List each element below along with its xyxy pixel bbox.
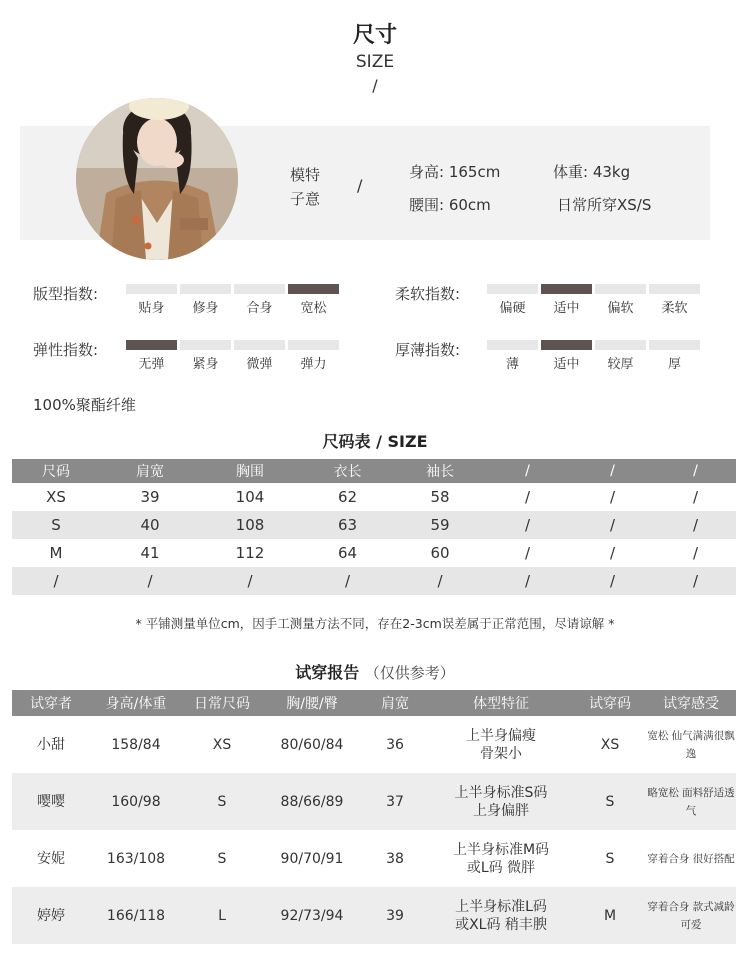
size-col-header: 胸围: [200, 459, 300, 483]
try-cell-name: 婷婷: [12, 887, 90, 944]
try-cell-feel: 穿着合身 款式减龄可爱: [646, 887, 736, 944]
try-cell-name: 嘤嘤: [12, 773, 90, 830]
softness-index-option: [487, 284, 538, 316]
size-table-cell: /: [100, 567, 200, 595]
size-table-cell: 108: [200, 511, 300, 539]
size-table-cell: /: [12, 567, 100, 595]
size-table-cell: /: [524, 488, 531, 506]
size-table-cell: /: [200, 567, 300, 595]
try-cell-figure-1: 上半身标准S码: [454, 784, 548, 801]
try-col-header: 胸/腰/臀: [262, 690, 362, 716]
try-col-header: 肩宽: [362, 690, 428, 716]
softness-index-option-label: 适中: [553, 301, 580, 316]
elasticity-index-bar: [126, 340, 177, 350]
size-table-cell: /: [609, 544, 616, 562]
size-table-row: [12, 511, 736, 539]
elasticity-index-option-label: 紧身: [192, 357, 219, 372]
elasticity-index-option: [180, 340, 231, 372]
try-table-row: [12, 716, 736, 773]
softness-index-option-label: 偏硬: [499, 301, 526, 316]
try-cell-daily: S: [217, 850, 227, 867]
try-cell-hw: 160/98: [90, 773, 182, 830]
try-cell-feel: 穿着合身 很好搭配: [647, 852, 735, 865]
size-col-header: /: [570, 459, 655, 483]
softness-index-option-label: 柔软: [661, 301, 688, 316]
model-name: [290, 163, 320, 211]
try-cell-hw: 163/108: [106, 850, 166, 867]
fit-index-label: 版型指数:: [33, 285, 99, 303]
elasticity-index-scale: [126, 340, 339, 372]
size-table-cell: S: [12, 511, 100, 539]
model-divider: /: [357, 176, 363, 195]
model-photo: [76, 98, 238, 260]
size-table-cell: /: [692, 488, 699, 506]
softness-index-bar: [649, 284, 700, 294]
thickness-index-bar: [595, 340, 646, 350]
softness-index-option: [649, 284, 700, 316]
size-table-cell: 40: [100, 511, 200, 539]
header-slash: /: [372, 76, 378, 95]
size-col-header: 肩宽: [100, 459, 200, 483]
size-table-cell: /: [570, 511, 655, 539]
model-waist: 腰围: 60cm: [409, 196, 491, 214]
size-table-cell: /: [300, 567, 395, 595]
thickness-index-option: [649, 340, 700, 372]
try-table-body: [12, 716, 736, 944]
elasticity-index-bar: [234, 340, 285, 350]
measurement-note: * 平铺测量单位cm，因手工测量方法不同，存在2-3cm误差属于正常范围，尽请谅解 *: [135, 616, 615, 631]
try-cell-daily: XS: [212, 736, 232, 753]
try-report-title-note: （仅供参考）: [364, 664, 455, 682]
size-table-cell: /: [524, 544, 531, 562]
fit-index-option-label: 宽松: [300, 301, 327, 316]
model-name-line2: 子意: [290, 190, 321, 208]
size-table-cell: 41: [140, 544, 160, 562]
size-table-cell: /: [395, 567, 485, 595]
size-table-row: [12, 483, 736, 511]
model-daily-size: 日常所穿XS/S: [557, 196, 652, 214]
try-report-title-text: 试穿报告: [295, 663, 360, 682]
try-cell-figure-2: 上身偏胖: [473, 802, 529, 819]
fit-index-option: [234, 284, 285, 316]
size-table-cell: 62: [337, 488, 358, 506]
elasticity-index-bar: [180, 340, 231, 350]
try-cell-feel: 宽松 仙气满满很飘逸: [647, 729, 735, 760]
try-cell-name: 安妮: [37, 850, 65, 867]
try-cell-daily: S: [182, 773, 262, 830]
try-cell-size: M: [574, 887, 646, 944]
try-cell-figure: [428, 830, 574, 887]
size-table-cell: /: [485, 567, 570, 595]
try-cell-figure-2: 或L码 微胖: [466, 859, 536, 876]
size-table-cell: 58: [430, 488, 450, 506]
try-cell-shoulder: 39: [362, 887, 428, 944]
try-col-header: 试穿感受: [646, 690, 736, 716]
elasticity-index-option-label: 弹力: [300, 357, 327, 372]
try-report-title: [0, 660, 750, 683]
fit-index-option: [126, 284, 177, 316]
try-col-header: 体型特征: [428, 690, 574, 716]
try-col-header: 身高/体重: [90, 690, 182, 716]
size-table-cell: /: [570, 567, 655, 595]
size-table-cell: /: [485, 511, 570, 539]
thickness-index-label: 厚薄指数:: [395, 341, 461, 359]
try-cell-size: XS: [600, 736, 620, 753]
size-col-header: 袖长: [395, 459, 485, 483]
thickness-index-option-label: 较厚: [607, 357, 634, 372]
model-photo-illustration: [76, 98, 238, 260]
page-subtitle: SIZE: [355, 52, 395, 72]
try-cell-figure-2: 骨架小: [480, 745, 522, 762]
thickness-index-option-label: 适中: [553, 357, 580, 372]
size-table-cell: 59: [395, 511, 485, 539]
try-cell-feel: 略宽松 面料舒适透气: [646, 773, 736, 830]
size-table-cell: 39: [140, 488, 160, 506]
try-col-header: 试穿者: [12, 690, 90, 716]
try-table-row: [12, 773, 736, 830]
try-table-header: [12, 690, 736, 716]
try-cell-figure-1: 上半身偏瘦: [466, 727, 536, 744]
fit-index-option: [288, 284, 339, 316]
model-weight: 体重: 43kg: [553, 163, 631, 181]
try-col-header: 试穿码: [574, 690, 646, 716]
material-composition: 100%聚酯纤维: [33, 396, 136, 414]
try-col-header: 日常尺码: [182, 690, 262, 716]
thickness-index-option: [487, 340, 538, 372]
try-cell-hw: 158/84: [111, 736, 161, 753]
try-cell-hw: 166/118: [90, 887, 182, 944]
try-cell-bwh: 88/66/89: [262, 773, 362, 830]
softness-index-bar: [487, 284, 538, 294]
softness-index-bar: [541, 284, 592, 294]
try-table-row: [12, 830, 736, 887]
try-cell-size: S: [574, 773, 646, 830]
size-table-cell: 60: [430, 544, 450, 562]
try-cell-figure-2: 或XL码 稍丰腴: [455, 916, 547, 933]
fit-index-bar: [180, 284, 231, 294]
softness-index-label: 柔软指数:: [395, 285, 461, 303]
thickness-index-option: [541, 340, 592, 372]
thickness-index-scale: [487, 340, 700, 372]
size-table-cell: 104: [235, 488, 265, 506]
thickness-index-option-label: 厚: [667, 357, 681, 372]
softness-index-option: [595, 284, 646, 316]
try-cell-shoulder: 37: [362, 773, 428, 830]
thickness-index-option-label: 薄: [505, 357, 519, 372]
size-table-cell: 64: [337, 544, 358, 562]
try-cell-shoulder: 38: [386, 850, 404, 867]
thickness-index-bar: [541, 340, 592, 350]
size-table-header: [12, 459, 736, 483]
softness-index-option-label: 偏软: [607, 301, 634, 316]
fit-index-option: [180, 284, 231, 316]
try-cell-figure-1: 上半身标准M码: [452, 841, 550, 858]
try-cell-daily: L: [182, 887, 262, 944]
elasticity-index-option-label: 无弹: [138, 357, 165, 372]
model-name-line1: 模特: [290, 166, 321, 184]
try-cell-figure-1: 上半身标准L码: [455, 898, 547, 915]
try-cell-figure: [428, 773, 574, 830]
try-cell-bwh: 90/70/91: [280, 850, 344, 867]
elasticity-index-option: [234, 340, 285, 372]
fit-index-bar: [126, 284, 177, 294]
fit-index-option-label: 合身: [246, 301, 273, 316]
thickness-index-option: [595, 340, 646, 372]
try-cell-shoulder: 36: [386, 736, 404, 753]
size-col-header: /: [655, 459, 736, 483]
thickness-index-bar: [649, 340, 700, 350]
size-table-cell: /: [609, 488, 616, 506]
size-col-header: 衣长: [300, 459, 395, 483]
softness-index-scale: [487, 284, 700, 316]
fit-index-option-label: 修身: [192, 301, 219, 316]
size-table-cell: /: [692, 544, 699, 562]
size-col-header: 尺码: [12, 459, 100, 483]
try-table-row: [12, 887, 736, 944]
size-table-cell: /: [655, 511, 736, 539]
try-cell-bwh: 80/60/84: [280, 736, 344, 753]
try-cell-bwh: 92/73/94: [262, 887, 362, 944]
size-table-row: [12, 539, 736, 567]
try-cell-figure: [428, 716, 574, 773]
elasticity-index-option-label: 微弹: [246, 357, 273, 372]
try-cell-name: 小甜: [37, 736, 65, 753]
fit-index-scale: [126, 284, 339, 316]
fit-index-option-label: 贴身: [138, 301, 165, 316]
softness-index-option: [541, 284, 592, 316]
elasticity-index-option: [288, 340, 339, 372]
size-col-header: /: [485, 459, 570, 483]
size-table-cell: 63: [300, 511, 395, 539]
try-cell-figure: [428, 887, 574, 944]
elasticity-index-label: 弹性指数:: [33, 341, 99, 359]
size-table-cell: XS: [46, 488, 66, 506]
size-table-body: [12, 483, 736, 595]
fit-index-bar: [288, 284, 339, 294]
size-table-row: [12, 567, 736, 595]
size-table-cell: 112: [235, 544, 265, 562]
size-table-cell: /: [655, 567, 736, 595]
model-height: 身高: 165cm: [409, 163, 501, 181]
try-report-table: [12, 690, 736, 944]
size-table-cell: M: [49, 544, 63, 562]
elasticity-index-bar: [288, 340, 339, 350]
softness-index-bar: [595, 284, 646, 294]
elasticity-index-option: [126, 340, 177, 372]
thickness-index-bar: [487, 340, 538, 350]
size-table: [12, 459, 736, 595]
size-table-title: 尺码表 / SIZE: [322, 432, 428, 451]
fit-index-bar: [234, 284, 285, 294]
page-title: 尺寸: [352, 23, 397, 48]
try-cell-size: S: [605, 850, 615, 867]
